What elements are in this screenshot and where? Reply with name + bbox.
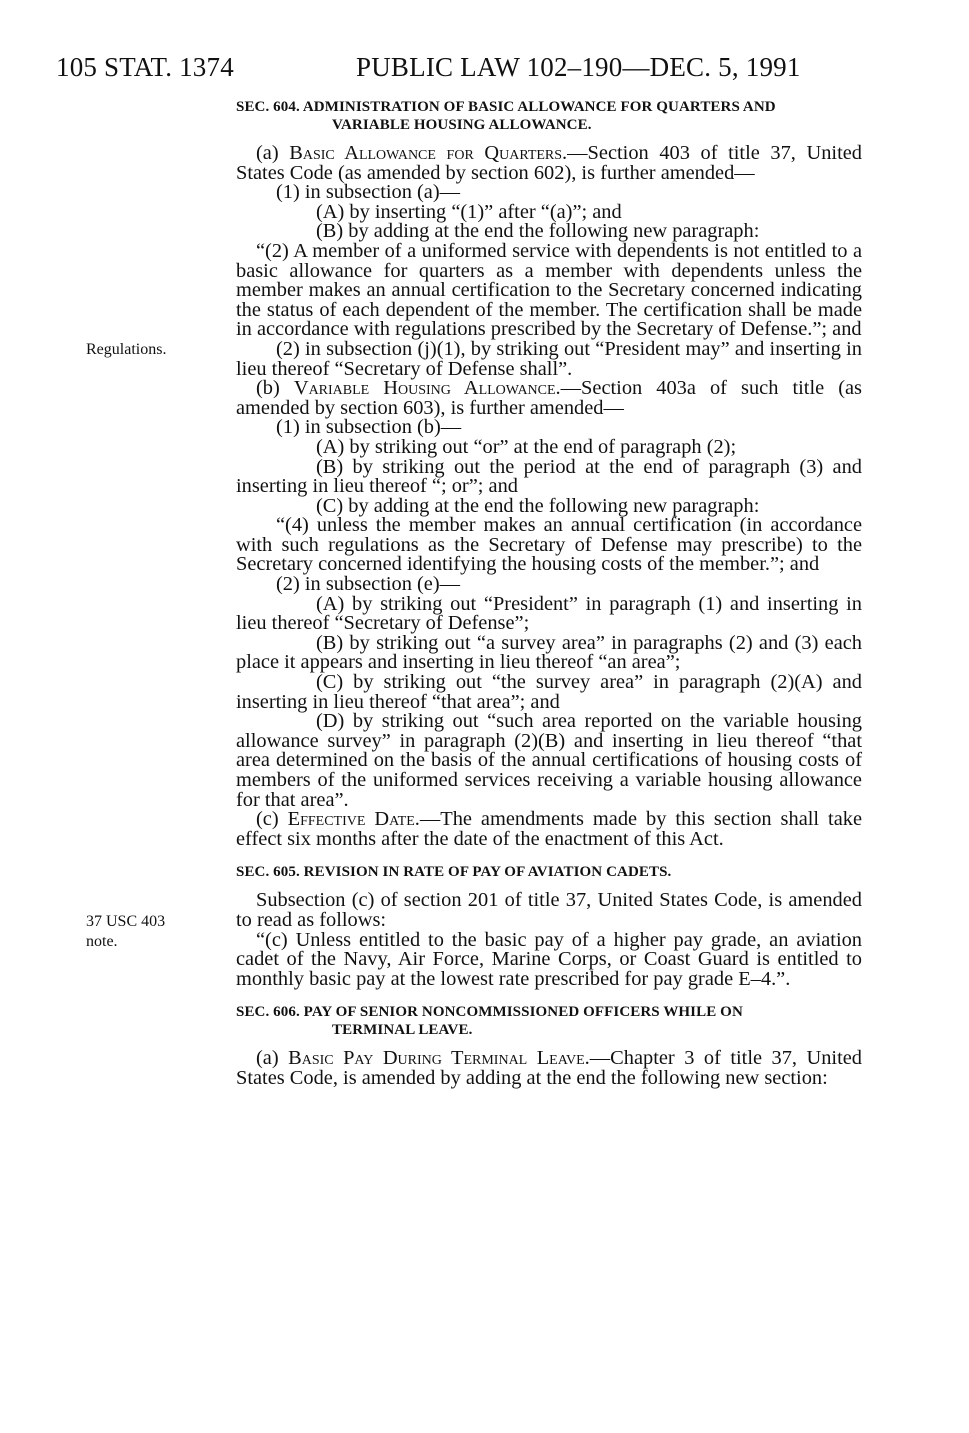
sec-604-b1C: (C) by adding at the end the following new paragraph: [316,494,760,517]
sec-604-heading: SEC. 604. ADMINISTRATION OF BASIC ALLOWANCE FOR QUARTERS AND VARIABLE HOUSING ALLOWANCE. [236,99,776,133]
sec-605-p1: Subsection (c) of section 201 of title 37, United States Code, is amended to read as follows: [236,889,862,931]
sec-604-a1B: (B) by adding at the end the following new paragraph: [316,220,760,243]
sec-604-b2A: (A) by striking out “President” in paragraph (1) and inserting in lieu thereof “Secretary of Defense”; [236,592,862,635]
sec-604-b1: (1) in subsection (b)— [276,416,462,439]
sec-604-a2: (2) in subsection (j)(1), by striking out “President may” and inserting in lieu thereof “Secretary of Defense shall”. [236,337,862,380]
sec-604-b2C: (C) by striking out “the survey area” in paragraph (2)(A) and inserting in lieu thereof “that area”; and [236,671,862,713]
margin-note-usc-line2: note. [86,933,118,950]
sec-604-b1A: (A) by striking out “or” at the end of paragraph (2); [316,435,737,458]
margin-note-usc [86,912,165,952]
sec-604-c-title: Effective Date. [287,808,420,831]
document-body [236,98,862,1089]
sec-604-b2B: (B) by striking out “a survey area” in paragraphs (2) and (3) each place it appears and inserting in lieu thereof “an area”; [236,631,862,674]
sec-606-a: (a) Basic Pay During Terminal Leave.—Chapter 3 of title 37, United States Code, is amended by adding at the end the following new section: [236,1047,862,1089]
sec-604-b2: (2) in subsection (e)— [276,573,461,596]
sec-604-c: (c) Effective Date.—The amendments made by this section shall take effect six months after the date of the enactment of this Act. [236,808,862,850]
sec-604-quote: “(2) A member of a uniformed service with dependents is not entitled to a basic allowance for quarters as a member with dependents unless the member makes an annual certification to the Secretary concerned indicating the status of each dependent of the member. The certification shall be made in accordance with regulations prescribed by the Secretary of Defense.”; and [236,239,862,341]
sec-605-heading: SEC. 605. REVISION IN RATE OF PAY OF AVIATION CADETS. [236,864,672,881]
sec-604-b-title: Variable Housing Allowance. [293,377,561,400]
sec-606-a-title: Basic Pay During Terminal Leave. [288,1047,590,1070]
sec-606-heading: SEC. 606. PAY OF SENIOR NONCOMMISSIONED OFFICERS WHILE ON TERMINAL LEAVE. [236,1004,743,1039]
sec-604-a-title: Basic Allowance for Quarters. [289,142,568,164]
sec-604-a1: (1) in subsection (a)— [276,181,461,204]
law-citation: PUBLIC LAW 102–190—DEC. 5, 1991 [356,52,801,82]
stat-page-number: 105 STAT. 1374 [56,52,234,82]
sec-604-a1A: (A) by inserting “(1)” after “(a)”; and [316,200,622,223]
margin-note-regulations: Regulations. [86,341,167,358]
sec-604-b: (b) Variable Housing Allowance.—Section 403a of such title (as amended by section 603), is further amended— [236,377,862,419]
sec-604-b-quote: “(4) unless the member makes an annual certification (in accordance with such regulations as the Secretary of Defense may prescribe) to the Secretary concerned identifying the housing costs of the member.”; and [236,514,862,576]
sec-604-b2D: (D) by striking out “such area reported on the variable housing allowance survey” in paragraph (2)(B) and inserting in lieu thereof “that area determined on the basis of the annual certifications of housing costs of members of the uniformed services receiving a variable housing allowance for that area”. [236,710,862,811]
margin-note-usc-line1: 37 USC 403 [86,913,166,930]
sec-605-quote: “(c) Unless entitled to the basic pay of a higher pay grade, an aviation cadet of the Navy, Air Force, Marine Corps, or Coast Guard is entitled to monthly basic pay at the lowest rate prescribed for pay grade E–4.”. [236,928,862,990]
sec-604-b1B: (B) by striking out the period at the end of paragraph (3) and inserting in lieu thereof “; or”; and [236,455,862,498]
sec-604-a: (a) Basic Allowance for Quarters.—Section 403 of title 37, United States Code (as amended by section 602), is further amended— [236,142,862,184]
